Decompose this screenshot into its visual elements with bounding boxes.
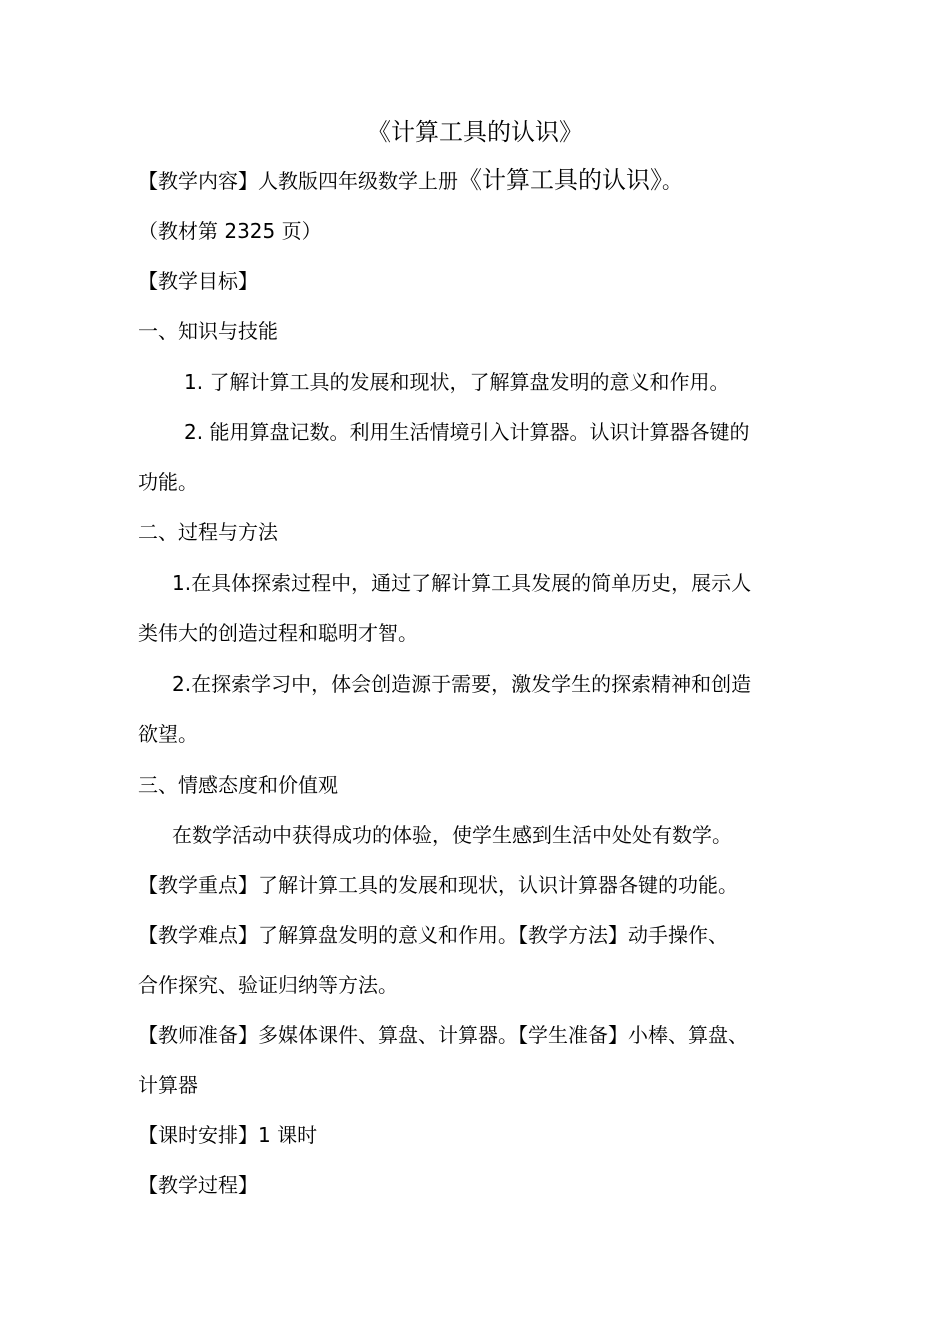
key-point: 【教学重点】了解计算工具的发展和现状，认识计算器各键的功能。 <box>138 873 738 897</box>
process-heading: 【教学过程】 <box>138 1173 258 1197</box>
teaching-content-label: 【教学内容】人教版四年级数学上册 <box>138 169 458 193</box>
teaching-content-book: 《计算工具的认识》 <box>458 166 662 194</box>
goal-item-2-line1: 2. 能用算盘记数。利用生活情境引入计算器。认识计算器各键的 <box>184 420 750 444</box>
difficulty-method-line1: 【教学难点】了解算盘发明的意义和作用。【教学方法】动手操作、 <box>138 923 728 947</box>
attitude-text: 在数学活动中获得成功的体验，使学生感到生活中处处有数学。 <box>172 823 732 847</box>
section-process-heading: 二、过程与方法 <box>138 520 278 544</box>
textbook-pages-note: （教材第 2325 页） <box>138 219 322 243</box>
section-knowledge-heading: 一、知识与技能 <box>138 319 278 343</box>
process-item-2-line1: 2.在探索学习中，体会创造源于需要，激发学生的探索精神和创造 <box>172 672 752 696</box>
goals-heading: 【教学目标】 <box>138 269 258 293</box>
section-attitude-heading: 三、情感态度和价值观 <box>138 773 338 797</box>
goal-item-2-line2: 功能。 <box>138 470 198 494</box>
process-item-1-line2: 类伟大的创造过程和聪明才智。 <box>138 621 418 645</box>
teaching-content-end: 。 <box>662 169 682 193</box>
process-item-2-line2: 欲望。 <box>138 722 198 746</box>
goal-item-1: 1. 了解计算工具的发展和现状，了解算盘发明的意义和作用。 <box>184 370 730 394</box>
preparation-line2: 计算器 <box>138 1073 198 1097</box>
difficulty-method-line2: 合作探究、验证归纳等方法。 <box>138 973 398 997</box>
preparation-line1: 【教师准备】多媒体课件、算盘、计算器。【学生准备】小棒、算盘、 <box>138 1023 748 1047</box>
document-title: 《计算工具的认识》 <box>367 118 583 146</box>
schedule: 【课时安排】1 课时 <box>138 1123 318 1147</box>
teaching-content <box>138 166 828 195</box>
process-item-1-line1: 1.在具体探索过程中，通过了解计算工具发展的简单历史，展示人 <box>172 571 752 595</box>
